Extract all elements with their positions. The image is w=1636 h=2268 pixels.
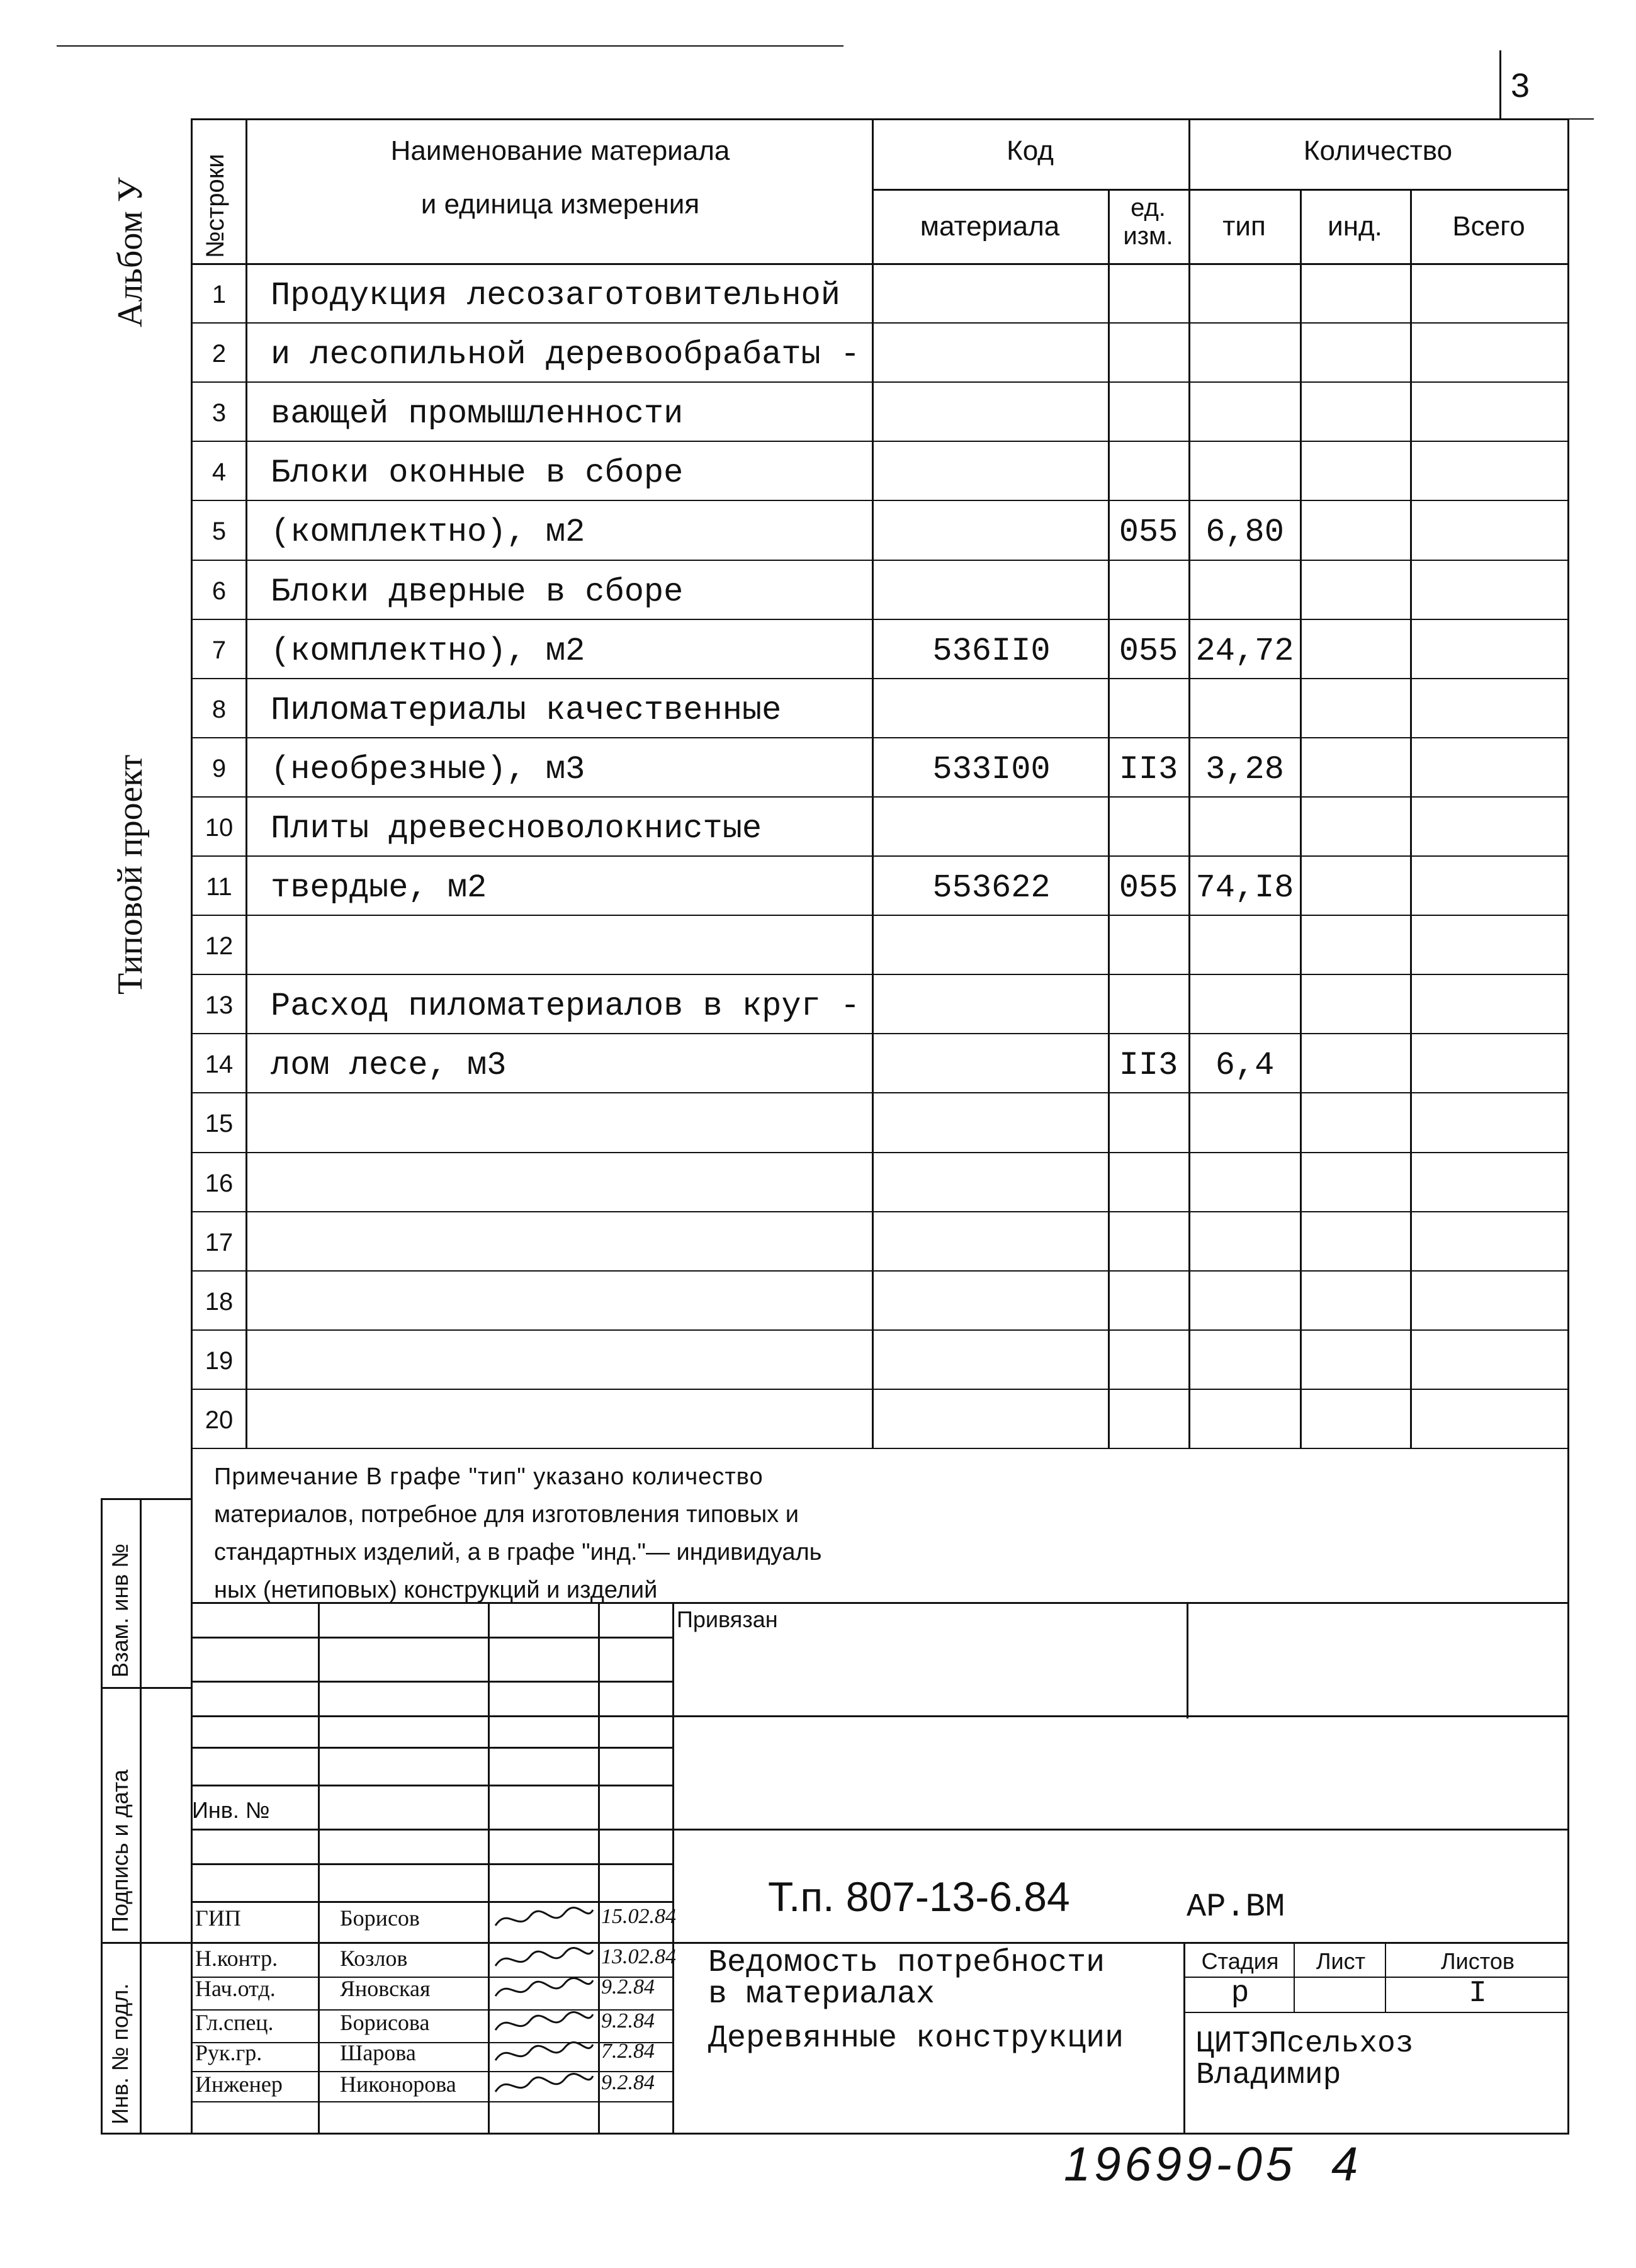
stage-label: Стадия: [1201, 1948, 1279, 1974]
handwritten-signature: [492, 2038, 596, 2070]
stage-value: р: [1231, 1977, 1250, 2011]
header-unit-line2: изм.: [1123, 222, 1173, 250]
typ-col-divider: [1300, 189, 1302, 1448]
signatory-role: Н.контр.: [195, 1946, 278, 1971]
signature-date: 9.2.84: [601, 2009, 655, 2033]
row-material-name: (комплектно), м2: [271, 632, 585, 670]
signature-date: 9.2.84: [601, 2071, 655, 2094]
row-divider: [191, 381, 1569, 383]
signature-date: 7.2.84: [601, 2040, 655, 2063]
stamp-row-12: [191, 2042, 672, 2043]
signatory-name: Козлов: [340, 1946, 408, 1971]
stamp-row-4: [191, 1747, 672, 1749]
row-unit-code: II3: [1119, 1047, 1178, 1085]
signature-date: 13.02.84: [601, 1945, 676, 1968]
stamp-divider-1: [101, 1687, 192, 1689]
signatory-role: Инженер: [195, 2072, 283, 2097]
row-number: 20: [205, 1406, 234, 1434]
row-number: 7: [212, 636, 227, 664]
stamp-inner-border: [140, 1498, 142, 2133]
handwritten-signature: [492, 2070, 596, 2101]
header-ind: инд.: [1328, 210, 1382, 242]
table-left-border: [191, 118, 193, 2133]
stamp-right-divider: [1183, 1942, 1185, 2133]
row-material-name: Продукция лесозаготовительной: [271, 277, 840, 314]
stamp-divider-2: [101, 1942, 192, 1944]
row-divider: [191, 619, 1569, 620]
stage-col-2: [1385, 1942, 1386, 2012]
header-bottom-border: [191, 263, 1569, 265]
page-number-divider: [1499, 50, 1501, 120]
sheet-label: Лист: [1316, 1948, 1366, 1974]
row-divider: [191, 441, 1569, 442]
row-unit-code: 055: [1119, 514, 1178, 551]
row-number: 9: [212, 754, 227, 782]
archive-number: 19699-05: [1064, 2138, 1297, 2191]
row-divider: [191, 1389, 1569, 1390]
header-total: Всего: [1452, 210, 1525, 242]
signatory-role: Гл.спец.: [195, 2010, 274, 2035]
row-number: 15: [205, 1110, 234, 1138]
signatory-name: Никонорова: [340, 2072, 456, 2097]
row-number: 16: [205, 1169, 234, 1197]
page-number: 3: [1511, 67, 1530, 104]
stamp-sign-date: Подпись и дата: [107, 1769, 133, 1932]
ind-col-divider: [1410, 189, 1412, 1448]
row-material-name: Пиломатериалы качественные: [271, 691, 782, 729]
doc-title-line2: в материалах: [708, 1977, 935, 2012]
row-unit-code: II3: [1119, 750, 1178, 788]
row-divider: [191, 974, 1569, 975]
row-number: 19: [205, 1346, 234, 1375]
doc-title-line1: Ведомость потребности: [708, 1945, 1105, 1981]
row-divider: [191, 322, 1569, 324]
row-number: 17: [205, 1228, 234, 1256]
handwritten-signature: [492, 1974, 596, 2006]
row-material-name: твердые, м2: [271, 869, 487, 906]
header-name-line1: Наименование материала: [390, 135, 730, 166]
privyazan-label: Привязан: [677, 1606, 778, 1632]
sheets-value: I: [1469, 1977, 1487, 2011]
row-material-name: Блоки оконные в сборе: [271, 454, 684, 492]
handwritten-signature: [492, 1944, 596, 1975]
signature-date: 9.2.84: [601, 1975, 655, 1999]
note-line-1: Примечание В графе "тип" указано количество: [214, 1464, 764, 1490]
row-material-name: Блоки дверные в сборе: [271, 573, 684, 611]
header-unit-line1: ед.: [1131, 194, 1166, 222]
row-divider: [191, 1092, 1569, 1093]
header-material: материала: [920, 210, 1060, 242]
note-line-2: материалов, потребное для изготовления типовых и: [214, 1501, 799, 1528]
stamp-replace-inv: Взам. инв №: [107, 1543, 133, 1678]
stamp-row-7: [191, 1863, 672, 1865]
table-right-border: [1567, 118, 1569, 2133]
row-qty-typ: 3,28: [1205, 750, 1284, 788]
row-divider: [191, 1329, 1569, 1331]
stage-row-mid: [1183, 2012, 1567, 2013]
row-unit-code: 055: [1119, 869, 1178, 906]
signature-date: 15.02.84: [601, 1905, 676, 1928]
header-typ: тип: [1222, 210, 1266, 242]
row-divider: [191, 737, 1569, 738]
stamp-row-1: [191, 1637, 672, 1639]
stamp-top-line: [101, 1498, 192, 1500]
row-divider: [191, 1033, 1569, 1034]
row-number: 14: [205, 1051, 234, 1079]
row-number: 12: [205, 932, 234, 961]
signatory-role: Нач.отд.: [195, 1976, 276, 2001]
material-col-divider: [1108, 189, 1110, 1448]
row-material-name: и лесопильной деревообрабаты -: [271, 336, 860, 374]
row-number: 10: [205, 813, 234, 842]
stamp-row-3: [191, 1715, 1569, 1717]
row-material-code: 553622: [932, 869, 1051, 906]
stamp-row-2: [191, 1681, 672, 1683]
row-material-name: Расход пиломатериалов в круг -: [271, 988, 860, 1025]
stamp-left-border: [101, 1498, 103, 2133]
project-code: Т.п. 807-13-6.84: [768, 1873, 1070, 1920]
row-material-name: (комплектно), м2: [271, 514, 585, 551]
project-label: Типовой проект: [111, 754, 150, 995]
header-row-number: №строки: [201, 154, 229, 258]
row-material-name: лом лесе, м3: [271, 1047, 507, 1085]
header-code: Код: [1007, 135, 1054, 166]
row-divider: [191, 678, 1569, 679]
row-material-name: Плиты древесноволокнистые: [271, 810, 762, 847]
row-divider: [191, 1211, 1569, 1212]
row-material-code: 536II0: [932, 632, 1051, 670]
row-material-name: (необрезные), м3: [271, 750, 585, 788]
signatory-role: ГИП: [195, 1905, 241, 1931]
row-number: 8: [212, 695, 227, 723]
row-divider: [191, 855, 1569, 857]
header-quantity: Количество: [1303, 135, 1453, 166]
org-line2: Владимир: [1196, 2058, 1341, 2092]
document-mark: АР.ВМ: [1187, 1888, 1285, 1926]
row-number: 18: [205, 1287, 234, 1316]
row-qty-typ: 74,I8: [1195, 869, 1294, 906]
row-number: 13: [205, 991, 234, 1020]
sheets-label: Листов: [1441, 1948, 1515, 1974]
stamp-inv-original: Инв. № подл.: [107, 1983, 133, 2124]
signatory-role: Рук.гр.: [195, 2040, 262, 2065]
stamp-row-5: [191, 1785, 672, 1786]
signatory-name: Шарова: [340, 2040, 416, 2065]
handwritten-signature: [492, 1904, 596, 1935]
row-unit-code: 055: [1119, 632, 1178, 670]
row-number: 1: [212, 281, 227, 308]
name-col-divider: [872, 118, 874, 1448]
row-number: 2: [212, 340, 227, 368]
row-divider: [191, 1270, 1569, 1272]
row-divider: [191, 1448, 1569, 1449]
signatory-name: Борисов: [340, 1905, 420, 1931]
note-line-3: стандартных изделий, а в графе "инд."— индивидуаль: [214, 1539, 822, 1566]
signatory-name: Борисова: [340, 2010, 430, 2035]
row-divider: [191, 796, 1569, 798]
inv-number-label: Инв. №: [192, 1797, 270, 1823]
signatory-name: Яновская: [340, 1976, 431, 2001]
doc-title-line3: Деревянные конструкции: [708, 2021, 1124, 2056]
stamp-row-8: [191, 1901, 672, 1903]
org-line1: ЦИТЭПсельхоз: [1196, 2027, 1414, 2061]
handwritten-signature: [492, 2008, 596, 2040]
row-divider: [191, 915, 1569, 916]
row-number: 6: [212, 577, 227, 605]
stamp-row-6: [191, 1829, 1569, 1831]
top-rule: [57, 45, 843, 47]
album-label: Альбом У: [111, 177, 150, 327]
row-qty-typ: 6,80: [1205, 514, 1284, 551]
stamp-top: [191, 1602, 1569, 1604]
header-sub-divider: [872, 189, 1567, 191]
row-divider: [191, 560, 1569, 561]
stamp-row-14: [191, 2101, 672, 2102]
stamp-col-d: [672, 1602, 674, 2133]
row-number: 3: [212, 399, 227, 427]
row-number: 11: [206, 873, 232, 901]
stamp-row-9: [191, 1942, 1569, 1944]
row-qty-typ: 24,72: [1195, 632, 1294, 670]
archive-suffix: 4: [1331, 2138, 1358, 2191]
row-divider: [191, 500, 1569, 501]
row-number: 5: [212, 517, 227, 546]
note-line-4: ных (нетиповых) конструкций и изделий: [214, 1577, 658, 1603]
table-bottom-border: [101, 2133, 1569, 2135]
header-name-line2: и единица измерения: [420, 188, 700, 220]
row-qty-typ: 6,4: [1215, 1047, 1275, 1085]
rownum-col-divider: [245, 118, 247, 1448]
row-number: 4: [212, 458, 227, 487]
stage-col-1: [1294, 1942, 1295, 2012]
row-material-name: вающей промышленности: [271, 395, 684, 433]
table-top-border: [191, 118, 1569, 120]
stamp-col-e: [1187, 1602, 1188, 1718]
row-divider: [191, 1152, 1569, 1153]
row-material-code: 533I00: [932, 750, 1051, 788]
